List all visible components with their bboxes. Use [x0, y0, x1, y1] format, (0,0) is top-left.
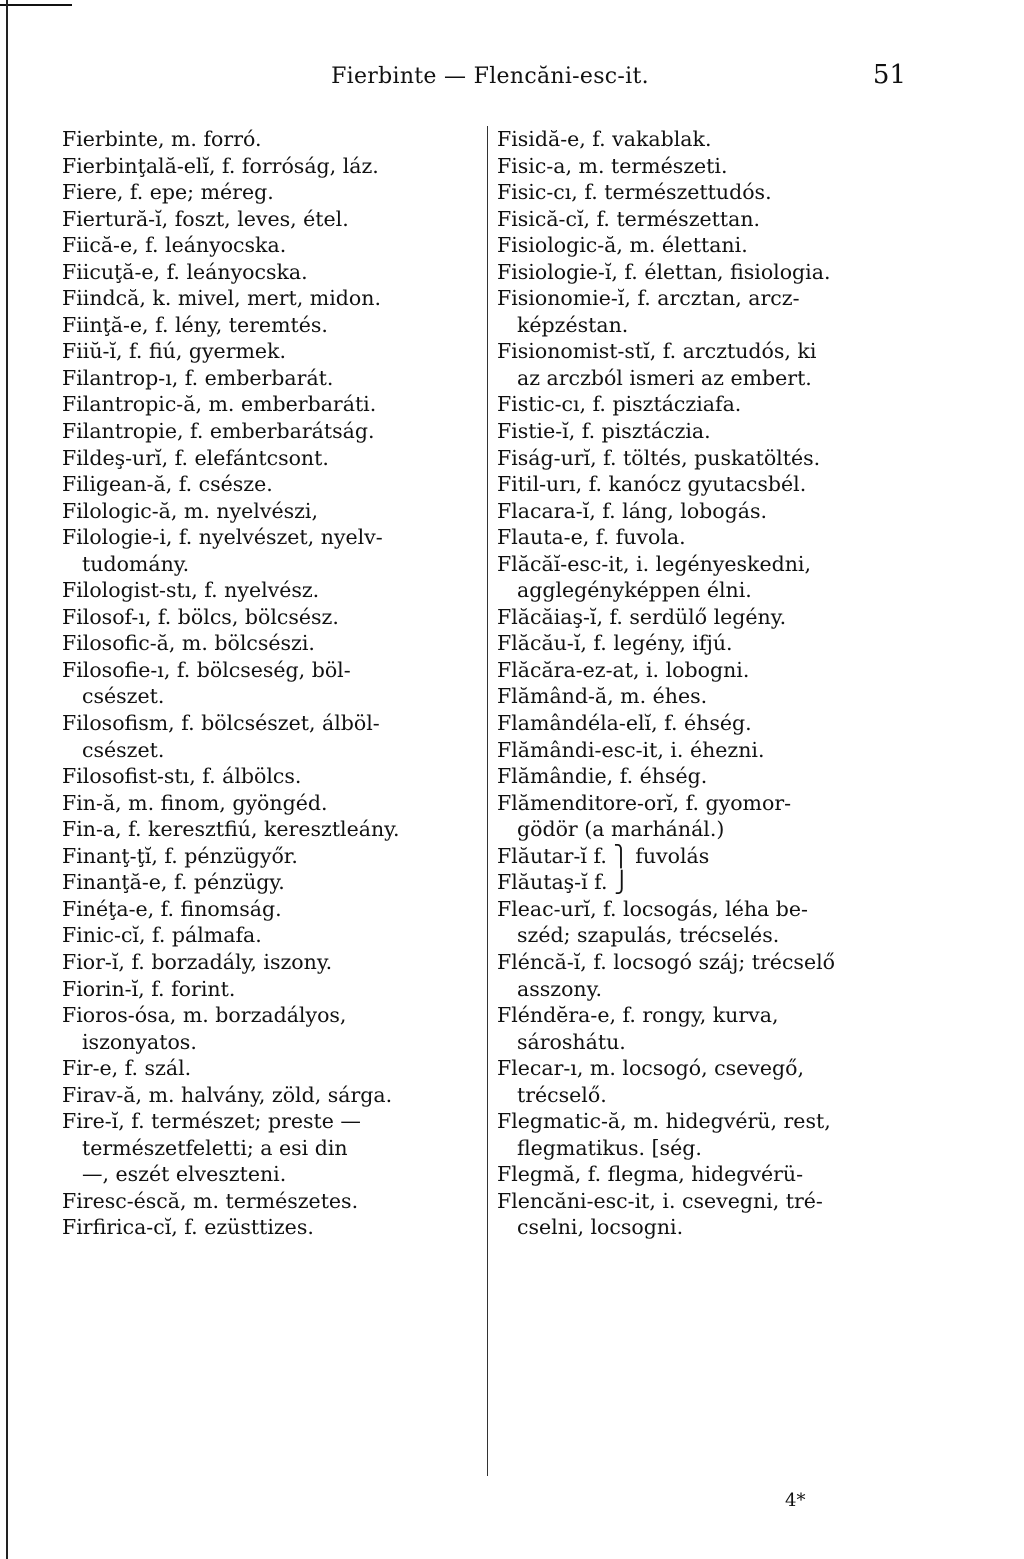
- dictionary-entry: Fisic-cı, f. természettudós.: [497, 180, 772, 205]
- dictionary-entry: Finéţa-e, f. finomság.: [62, 896, 282, 921]
- right-column: [497, 126, 917, 1241]
- dictionary-entry: Filosof-ı, f. bölcs, bölcsész.: [62, 604, 339, 629]
- dictionary-entry: Fisiologic-ă, m. élettani.: [497, 233, 748, 258]
- entry-continuation: iszonyatos.: [82, 1029, 197, 1054]
- entry-continuation: trécselő.: [517, 1082, 607, 1107]
- dictionary-entry: Flăcăiaş-ĭ, f. serdülő legény.: [497, 604, 787, 629]
- dictionary-entry: Fire-ĭ, f. természet; preste —: [62, 1109, 361, 1134]
- dictionary-entry: Finanţ-ţĭ, f. pénzügyőr.: [62, 843, 298, 868]
- dictionary-entry: Fisionomie-ĭ, f. arcztan, arcz-: [497, 286, 800, 311]
- dictionary-entry: Fléncă-ĭ, f. locsogó száj; trécselő: [497, 949, 835, 974]
- dictionary-entry: Flăcăĭ-esc-it, i. legényeskedni,: [497, 551, 811, 576]
- dictionary-entry: Flamândéla-elĭ, f. éhség.: [497, 711, 752, 736]
- entry-continuation: cselni, locsogni.: [517, 1215, 684, 1240]
- dictionary-entry: Flecar-ı, m. locsogó, csevegő,: [497, 1056, 804, 1081]
- entry-continuation: természetfeletti; a esi din: [82, 1135, 348, 1160]
- dictionary-entry: Fiiŭ-ĭ, f. fiú, gyermek.: [62, 339, 286, 364]
- dictionary-entry: Flauta-e, f. fuvola.: [497, 525, 686, 550]
- dictionary-entry: Fisic-a, m. természeti.: [497, 153, 728, 178]
- dictionary-entry: Fir-e, f. szál.: [62, 1056, 192, 1081]
- dictionary-entry: Flăcăra-ez-at, i. lobogni.: [497, 657, 750, 682]
- dictionary-entry: Fleac-urĭ, f. locsogás, léha be-: [497, 896, 808, 921]
- dictionary-entry: Firesc-éscă, m. természetes.: [62, 1188, 359, 1213]
- entry-continuation: széd; szapulás, trécselés.: [517, 923, 780, 948]
- entry-continuation: sároshátu.: [517, 1029, 626, 1054]
- entry-continuation: gödör (a marhánál.): [517, 817, 725, 842]
- dictionary-entry: Fitil-urı, f. kanócz gyutacsbél.: [497, 472, 807, 497]
- dictionary-entry: Finic-cĭ, f. pálmafa.: [62, 923, 262, 948]
- dictionary-entry: Fistic-cı, f. pisztácziafa.: [497, 392, 742, 417]
- dictionary-entry: Fisică-cĭ, f. természettan.: [497, 206, 761, 231]
- dictionary-entry: Flegmatic-ă, m. hidegvérü, rest,: [497, 1109, 831, 1134]
- entry-continuation: —, eszét elveszteni.: [82, 1162, 287, 1187]
- dictionary-entry: Firfirica-cĭ, f. ezüsttizes.: [62, 1215, 314, 1240]
- dictionary-entry: Filologist-stı, f. nyelvész.: [62, 578, 320, 603]
- left-column: [62, 126, 482, 1241]
- dictionary-entry: Fiindcă, k. mivel, mert, midon.: [62, 286, 381, 311]
- dictionary-entry: Filosofic-ă, m. bölcsészi.: [62, 631, 315, 656]
- running-title: Fierbinte — Flencăni-esc-it.: [331, 64, 649, 89]
- dictionary-entry: Firav-ă, m. halvány, zöld, sárga.: [62, 1082, 393, 1107]
- dictionary-entry: Fiság-urĭ, f. töltés, puskatöltés.: [497, 445, 821, 470]
- dictionary-entry: Flăutaş-ĭ f. ⎭: [497, 870, 630, 895]
- dictionary-entry: Flămândi-esc-it, i. éhezni.: [497, 737, 765, 762]
- page-number: 51: [872, 60, 906, 90]
- dictionary-entry: Fiică-e, f. leányocska.: [62, 233, 287, 258]
- signature-mark: 4*: [785, 1490, 806, 1511]
- dictionary-entry: Flămând-ă, m. éhes.: [497, 684, 708, 709]
- dictionary-entry: Fierbinţală-elĭ, f. forróság, láz.: [62, 153, 379, 178]
- dictionary-entry: Fisionomist-stĭ, f. arcztudós, ki: [497, 339, 817, 364]
- dictionary-entry: Fin-ă, m. finom, gyöngéd.: [62, 790, 328, 815]
- top-rule: [0, 4, 72, 6]
- entry-continuation: agglegényképpen élni.: [517, 578, 752, 603]
- dictionary-entry: Fierbinte, m. forró.: [62, 127, 262, 151]
- dictionary-entry: Fiinţă-e, f. lény, teremtés.: [62, 312, 328, 337]
- dictionary-entry: Filantropic-ă, m. emberbaráti.: [62, 392, 377, 417]
- dictionary-entry: Filantrop-ı, f. emberbarát.: [62, 365, 334, 390]
- dictionary-entry: Fisiologie-ĭ, f. élettan, fisiologia.: [497, 259, 831, 284]
- dictionary-entry: Flacara-ĭ, f. láng, lobogás.: [497, 498, 768, 523]
- dictionary-entry: Filosofist-stı, f. álbölcs.: [62, 764, 302, 789]
- left-edge-rule: [6, 0, 8, 1559]
- dictionary-entry: Finanţă-e, f. pénzügy.: [62, 870, 285, 895]
- dictionary-entry: Filantropie, f. emberbarátság.: [62, 419, 375, 444]
- dictionary-entry: Flămândie, f. éhség.: [497, 764, 708, 789]
- entry-continuation: csészet.: [82, 684, 165, 709]
- entry-continuation: flegmatikus. [ség.: [517, 1135, 702, 1160]
- dictionary-entry: Flencăni-esc-it, i. csevegni, tré-: [497, 1188, 823, 1213]
- entry-continuation: képzéstan.: [517, 312, 629, 337]
- dictionary-entry: Fistie-ĭ, f. pisztáczia.: [497, 419, 711, 444]
- dictionary-entry: Filologic-ă, m. nyelvészi,: [62, 498, 318, 523]
- entry-continuation: asszony.: [517, 976, 602, 1001]
- dictionary-entry: Filosofism, f. bölcsészet, álböl-: [62, 711, 380, 736]
- dictionary-entry: Fiere, f. epe; méreg.: [62, 180, 274, 205]
- dictionary-entry: Fléndĕra-e, f. rongy, kurva,: [497, 1003, 779, 1028]
- dictionary-entry: Flegmă, f. flegma, hidegvérü-: [497, 1162, 804, 1187]
- dictionary-entry: Fiertură-ĭ, foszt, leves, étel.: [62, 206, 349, 231]
- dictionary-entry: Flăcău-ĭ, f. legény, ifjú.: [497, 631, 733, 656]
- dictionary-entry: Fior-ĭ, f. borzadály, iszony.: [62, 949, 333, 974]
- dictionary-entry: Flămenditore-orĭ, f. gyomor-: [497, 790, 792, 815]
- dictionary-entry: Fiorin-ĭ, f. forint.: [62, 976, 236, 1001]
- column-divider: [487, 126, 488, 1476]
- entry-continuation: az arczból ismeri az embert.: [517, 365, 812, 390]
- dictionary-entry: Fin-a, f. keresztfiú, keresztleány.: [62, 817, 400, 842]
- dictionary-entry: Filosofie-ı, f. bölcseség, böl-: [62, 657, 351, 682]
- dictionary-entry: Filigean-ă, f. csésze.: [62, 472, 273, 497]
- entry-continuation: tudomány.: [82, 551, 190, 576]
- dictionary-entry: Fildeş-urĭ, f. elefántcsont.: [62, 445, 329, 470]
- dictionary-entry: Fisidă-e, f. vakablak.: [497, 127, 712, 151]
- dictionary-entry: Flăutar-ĭ f. ⎫ fuvolás: [497, 843, 710, 868]
- dictionary-entry: Fioros-ósa, m. borzadályos,: [62, 1003, 347, 1028]
- dictionary-entry: Filologie-i, f. nyelvészet, nyelv-: [62, 525, 383, 550]
- dictionary-entry: Fiicuţă-e, f. leányocska.: [62, 259, 308, 284]
- entry-continuation: csészet.: [82, 737, 165, 762]
